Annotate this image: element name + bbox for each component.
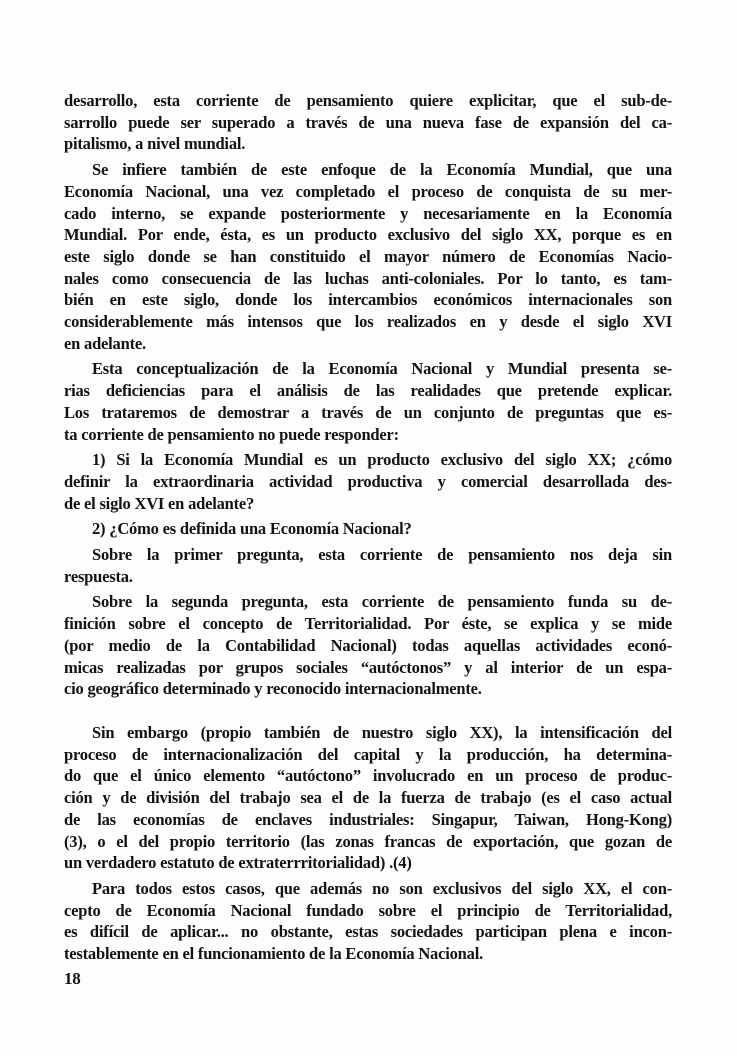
text-line: Sobre la segunda pregunta, esta corriente de pensamiento funda su de- bbox=[92, 592, 672, 612]
paragraph bbox=[64, 591, 672, 700]
text-line: cio geográfico determinado y reconocido internacionalmente. bbox=[64, 679, 482, 699]
text-line: finición sobre el concepto de Territorialidad. Por éste, se explica y se mide bbox=[64, 614, 672, 634]
text-line: Los trataremos de demostrar a través de un conjunto de preguntas que es- bbox=[64, 402, 672, 422]
text-line: en adelante. bbox=[64, 333, 146, 353]
text-line: (por medio de la Contabilidad Nacional) todas aquellas actividades econó- bbox=[64, 635, 672, 655]
paragraph bbox=[64, 878, 672, 965]
text-line: este siglo donde se han constituido el mayor número de Economías Nacio- bbox=[64, 246, 672, 266]
text-line: cepto de Economía Nacional fundado sobre el principio de Territorialidad, bbox=[64, 900, 672, 920]
text-line: considerablemente más intensos que los realizados en y desde el siglo XVI bbox=[64, 312, 672, 332]
text-line: un verdadero estatuto de extraterrritorialidad) .(4) bbox=[64, 853, 412, 873]
text-line: Mundial. Por ende, ésta, es un producto exclusivo del siglo XX, porque es en bbox=[64, 225, 672, 245]
text-line: Sin embargo (propio también de nuestro siglo XX), la intensificación del bbox=[92, 722, 672, 742]
text-line: es difícil de aplicar... no obstante, estas sociedades participan plena e incon- bbox=[64, 922, 672, 942]
text-line: do que el único elemento “autóctono” involucrado en un proceso de produc- bbox=[64, 766, 672, 786]
text-line: 1) Si la Economía Mundial es un producto exclusivo del siglo XX; ¿cómo bbox=[92, 450, 672, 470]
text-line: Se infiere también de este enfoque de la Economía Mundial, que una bbox=[92, 160, 672, 180]
text-line: Para todos estos casos, que además no son exclusivos del siglo XX, el con- bbox=[92, 878, 672, 898]
text-line: ción y de división del trabajo sea el de la fuerza de trabajo (es el caso actual bbox=[64, 788, 672, 808]
text-line: micas realizadas por grupos sociales “autóctonos” y al interior de un espa- bbox=[64, 657, 672, 677]
text-line: ta corriente de pensamiento no puede responder: bbox=[64, 424, 399, 444]
text-line: pitalismo, a nivel mundial. bbox=[64, 134, 246, 154]
page-text bbox=[64, 90, 672, 990]
text-line: sarrollo puede ser superado a través de una nueva fase de expansión del ca- bbox=[64, 112, 672, 132]
paragraph bbox=[64, 159, 672, 354]
paragraph bbox=[64, 518, 672, 540]
text-line: proceso de internacionalización del capital y la producción, ha determina- bbox=[64, 744, 672, 764]
text-line: de las economías de enclaves industriales: Singapur, Taiwan, Hong-Kong) bbox=[64, 809, 672, 829]
paragraph bbox=[64, 722, 672, 874]
text-line: 2) ¿Cómo es definida una Economía Nacional? bbox=[92, 519, 412, 539]
page-number: 18 bbox=[64, 968, 81, 988]
text-line: respuesta. bbox=[64, 566, 133, 586]
text-line: testablemente en el funcionamiento de la Economía Nacional. bbox=[64, 944, 483, 964]
text-line: de el siglo XVI en adelante? bbox=[64, 493, 255, 513]
text-line: bién en este siglo, donde los intercambios económicos internacionales son bbox=[64, 290, 672, 310]
text-line: Economía Nacional, una vez completado el proceso de conquista de su mer- bbox=[64, 181, 672, 201]
text-line: definir la extraordinaria actividad productiva y comercial desarrollada des- bbox=[64, 471, 672, 491]
text-line: Esta conceptualización de la Economía Nacional y Mundial presenta se- bbox=[92, 359, 672, 379]
text-line: desarrollo, esta corriente de pensamiento quiere explicitar, que el sub-de- bbox=[64, 91, 672, 110]
paragraph bbox=[64, 358, 672, 445]
text-line: cado interno, se expande posteriormente y necesariamente en la Economía bbox=[64, 203, 672, 223]
text-line: (3), o el del propio territorio (las zonas francas de exportación, que gozan de bbox=[64, 831, 672, 851]
text-line: rias deficiencias para el análisis de las realidades que pretende explicar. bbox=[64, 381, 672, 401]
paragraph bbox=[64, 90, 672, 155]
text-line: Sobre la primer pregunta, esta corriente de pensamiento nos deja sin bbox=[92, 545, 672, 565]
text-line: nales como consecuencia de las luchas anti-coloniales. Por lo tanto, es tam- bbox=[64, 268, 672, 288]
paragraph bbox=[64, 449, 672, 514]
paragraph bbox=[64, 544, 672, 587]
